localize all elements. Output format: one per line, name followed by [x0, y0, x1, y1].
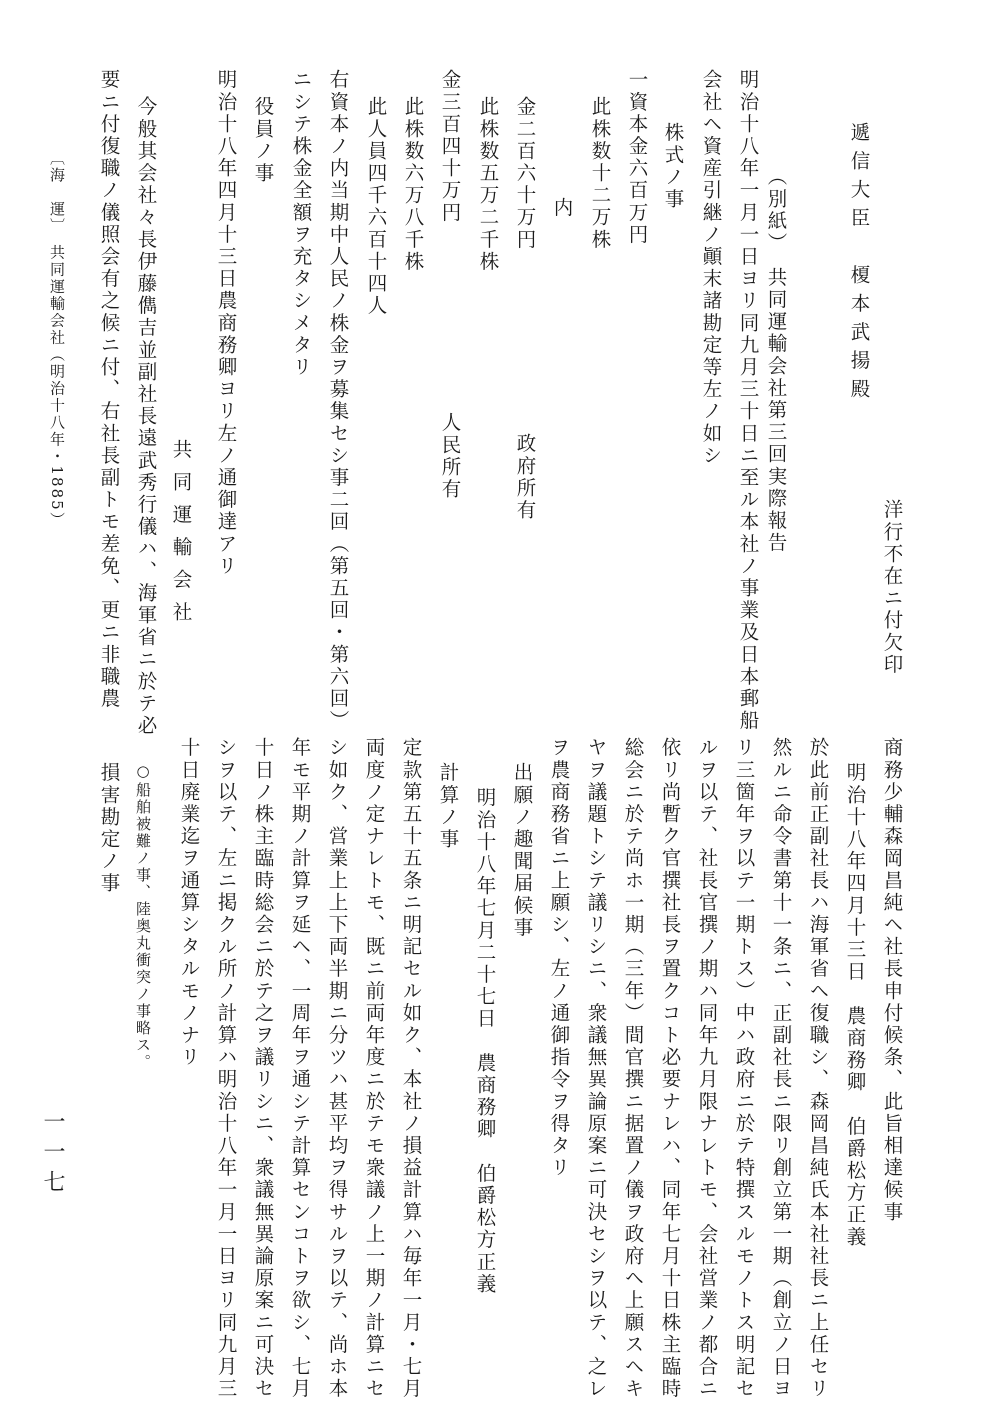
accounts-line-5: 十日ノ株主臨時総会ニ於テ之ヲ議リシニ、衆議無異論原案ニ可決セ: [251, 737, 275, 1400]
company-name-line: 共同運輸会社: [169, 439, 193, 634]
section-heading-shares: 株式ノ事: [661, 122, 685, 211]
directive-text-line-3: 商務少輔森岡昌純ヘ社長申付候条、此旨相達候事: [880, 737, 904, 1224]
public-owned-label: 人民所有: [438, 412, 462, 501]
government-share-count: 此株数五万二千株: [476, 96, 500, 273]
narrative-line-4: ルヲ以テ、社長官撰ノ期ハ同年九月限ナレトモ、会社営業ノ都合ニ: [695, 737, 719, 1400]
accounts-line-1: 定款第五十五条ニ明記セル如ク、本社ノ損益計算ハ毎年一月・七月: [399, 737, 423, 1400]
intro-line-2: 会社ヘ資産引継ノ顚末諸勘定等左ノ如シ: [699, 69, 723, 467]
approval-line: 出願ノ趣聞届候事: [510, 762, 534, 939]
government-amount: 金二百六十万円: [513, 96, 537, 251]
directive-signature-2: 明治十八年七月二十七日 農商務卿 伯爵松方正義: [473, 787, 497, 1296]
capital-raising-line-2: ニシテ株金全額ヲ充タシメタリ: [289, 69, 313, 379]
accounts-line-6: シヲ以テ、左ニ掲クル所ノ計算ハ明治十八年一月一日ヨリ同九月三: [214, 737, 238, 1400]
public-share-count: 此株数六万八千株: [401, 96, 425, 273]
government-owned-label: 政府所有: [513, 433, 537, 522]
section-heading-losses: 損害勘定ノ事: [97, 762, 121, 895]
public-amount: 金三百四十万円: [438, 69, 462, 224]
narrative-line-6: 総会ニ於テ尚ホ一期（三年）間官撰ニ据置ノ儀ヲ政府ヘ上願スヘキ: [621, 737, 645, 1400]
omission-note: ○船舶被難ノ事、陸奥丸衝突ノ事略ス。: [134, 762, 152, 1071]
addressee-line: 遞信大臣 榎本武揚殿: [847, 122, 871, 407]
narrative-line-8: ヲ農商務省ニ上願シ、左ノ通御指令ヲ得タリ: [547, 737, 571, 1179]
directive-signature-1: 明治十八年四月十三日 農商務卿 伯爵松方正義: [843, 762, 867, 1249]
directive-date-line: 明治十八年四月十三日農商務卿ヨリ左ノ通御達アリ: [214, 69, 238, 578]
narrative-line-1: 於此前正副社長ハ海軍省ヘ復職シ、森岡昌純氏本社社長ニ上任セリ: [806, 737, 830, 1400]
intro-line-1: 明治十八年一月一日ヨリ同九月三十日ニ至ル本社ノ事業及日本郵船: [736, 69, 760, 732]
running-header: 〔海 運〕 共同運輸会社（明治十八年・1885）: [48, 150, 66, 529]
capital-line: 一資本金六百万円: [625, 69, 649, 246]
page-number: 一一七: [40, 1110, 65, 1200]
narrative-line-5: 依リ尚暫ク官撰社長ヲ置クコト必要ナレハ、同年七月十日株主臨時: [658, 737, 682, 1400]
section-heading-accounts: 計算ノ事: [436, 762, 460, 851]
shareholder-count: 此人員四千六百十四人: [364, 96, 388, 317]
narrative-line-3: リ三箇年ヲ以テ一期トス）中ハ政府ニ於テ特撰スルモノトス明記セ: [732, 737, 756, 1400]
report-title: （別紙） 共同運輸会社第三回実際報告: [764, 166, 788, 555]
capital-raising-line-1: 右資本ノ内当期中人民ノ株金ヲ募集セシ事二回（第五回・第六回）: [326, 69, 350, 732]
directive-text-line-1: 今般其会社々長伊藤儁吉並副社長遠武秀行儀ハ、海軍省ニ於テ必: [134, 96, 158, 737]
absence-seal-note: 洋行不在ニ付欠印: [880, 499, 904, 676]
accounts-line-7: 十日廃業迄ヲ通算シタルモノナリ: [177, 737, 201, 1069]
share-count-line: 此株数十二万株: [588, 96, 612, 251]
breakdown-label: 内: [550, 197, 574, 220]
section-heading-officers: 役員ノ事: [251, 96, 275, 185]
accounts-line-3: シ如ク、営業上上下両半期ニ分ツハ甚平均ヲ得サルヲ以テ、尚ホ本: [325, 737, 349, 1400]
accounts-line-2: 両度ノ定ナレトモ、既ニ前両年度ニ於テモ衆議ノ上一期ノ計算ニセ: [362, 737, 386, 1400]
directive-text-line-2: 要ニ付復職ノ儀照会有之候ニ付、右社長副トモ差免、更ニ非職農: [97, 69, 121, 710]
narrative-line-2: 然ルニ命令書第十一条ニ、正副社長ニ限リ創立第一期（創立ノ日ヨ: [769, 737, 793, 1400]
narrative-line-7: ヤヲ議題トシテ議リシニ、衆議無異論原案ニ可決セシヲ以テ、之レ: [584, 737, 608, 1400]
accounts-line-4: 年モ平期ノ計算ヲ延ヘ、一周年ヲ通シテ計算センコトヲ欲シ、七月: [288, 737, 312, 1400]
